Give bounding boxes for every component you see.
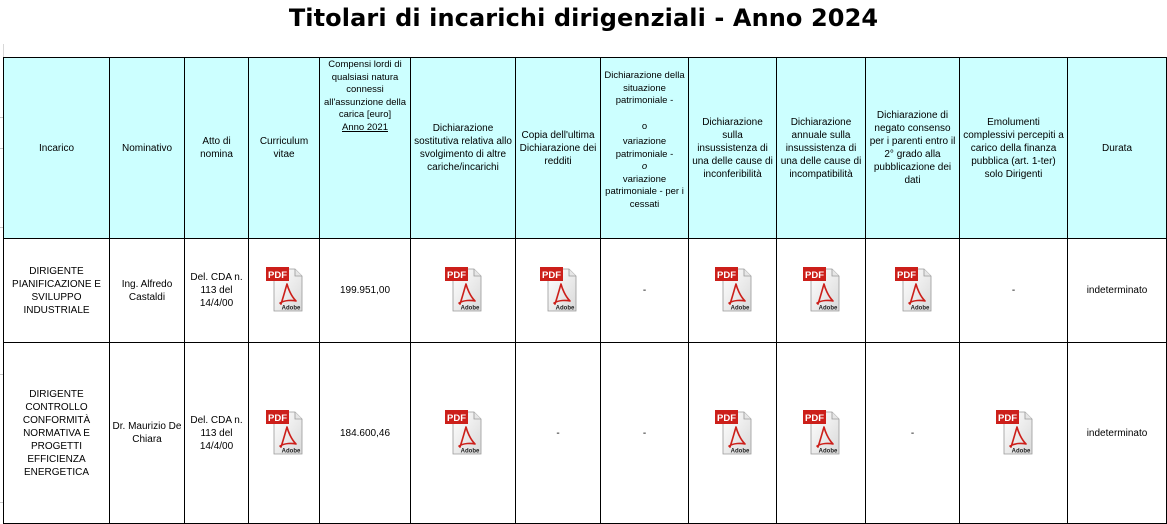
header-incompatibilita: Dichiarazione annuale sulla insussistenza di una delle cause di incompatibilità xyxy=(777,58,866,239)
svg-text:Adobe: Adobe xyxy=(1011,448,1030,454)
cell-curriculum xyxy=(249,343,320,524)
svg-text:Adobe: Adobe xyxy=(281,305,301,312)
cell-patrimoniale: - xyxy=(601,239,689,343)
svg-text:Adobe: Adobe xyxy=(818,448,838,454)
header-patrimoniale-1: Dichiarazione della situazione patrimoniale - xyxy=(604,70,685,106)
header-patrimoniale xyxy=(601,58,689,239)
cell-emolumenti xyxy=(960,343,1068,524)
svg-text:Adobe: Adobe xyxy=(730,305,749,312)
header-compensi xyxy=(320,58,411,239)
svg-text:PDF: PDF xyxy=(542,270,561,281)
svg-text:Adobe: Adobe xyxy=(281,448,301,454)
svg-text:PDF: PDF xyxy=(716,412,736,424)
pdf-icon[interactable] xyxy=(714,408,752,455)
cell-inconferibilita xyxy=(689,343,777,524)
pdf-icon[interactable] xyxy=(265,408,303,455)
cell-atto: Del. CDA n. 113 del 14/4/00 xyxy=(185,343,249,524)
cell-inconferibilita xyxy=(689,239,777,343)
cell-compensi: 199.951,00 xyxy=(320,239,411,343)
header-negato-consenso: Dichiarazione di negato consenso per i parenti entro il 2° grado alla pubblicazione dei dati xyxy=(866,58,960,239)
pdf-icon[interactable] xyxy=(444,408,482,455)
cell-nominativo: Dr. Maurizio De Chiara xyxy=(110,343,185,524)
svg-text:PDF: PDF xyxy=(268,270,287,281)
svg-text:PDF: PDF xyxy=(447,270,466,281)
pdf-icon[interactable] xyxy=(265,265,303,312)
cell-redditi xyxy=(516,239,601,343)
svg-text:PDF: PDF xyxy=(716,270,736,281)
pdf-icon[interactable] xyxy=(802,265,840,312)
pdf-icon[interactable] xyxy=(714,265,752,312)
svg-text:Adobe: Adobe xyxy=(460,448,480,454)
cell-emolumenti: - xyxy=(960,239,1068,343)
cell-durata: indeterminato xyxy=(1068,239,1167,343)
header-redditi: Copia dell'ultima Dichiarazione dei redditi xyxy=(516,58,601,239)
cell-durata: indeterminato xyxy=(1068,343,1167,524)
cell-incompatibilita xyxy=(777,239,866,343)
header-nominativo: Nominativo xyxy=(110,58,185,239)
cell-redditi: - xyxy=(516,343,601,524)
pdf-icon[interactable] xyxy=(444,265,482,312)
svg-text:PDF: PDF xyxy=(805,412,824,424)
svg-text:PDF: PDF xyxy=(268,412,287,424)
cell-nominativo: Ing. Alfredo Castaldi xyxy=(110,239,185,343)
header-inconferibilita: Dichiarazione sulla insussistenza di una delle cause di inconferibilità xyxy=(689,58,777,239)
svg-text:PDF: PDF xyxy=(997,412,1017,424)
table-row xyxy=(4,239,1167,343)
page-title: Titolari di incarichi dirigenziali - Anno 2024 xyxy=(288,4,879,32)
svg-text:Adobe: Adobe xyxy=(910,305,929,312)
cell-altre-cariche xyxy=(411,239,516,343)
cell-negato-consenso xyxy=(866,239,960,343)
incarichi-table xyxy=(3,57,1167,524)
svg-text:Adobe: Adobe xyxy=(730,448,749,454)
cell-incompatibilita xyxy=(777,343,866,524)
cell-compensi: 184.600,46 xyxy=(320,343,411,524)
cell-incarico: DIRIGENTE CONTROLLO CONFORMITÀ NORMATIVA E PROGETTI EFFICIENZA ENERGETICA xyxy=(4,343,110,524)
pdf-icon[interactable] xyxy=(995,408,1033,455)
header-compensi-year: Anno 2021 xyxy=(342,121,388,133)
header-patrimoniale-3: variazione patrimoniale - xyxy=(615,136,674,160)
header-curriculum: Curriculum vitae xyxy=(249,58,320,239)
pdf-icon[interactable] xyxy=(539,265,577,312)
svg-text:PDF: PDF xyxy=(896,270,916,281)
header-durata: Durata xyxy=(1068,58,1167,239)
svg-text:Adobe: Adobe xyxy=(555,305,575,312)
header-incarico: Incarico xyxy=(4,58,110,239)
pdf-icon[interactable] xyxy=(802,408,840,455)
cell-altre-cariche xyxy=(411,343,516,524)
svg-text:Adobe: Adobe xyxy=(460,305,480,312)
cell-atto: Del. CDA n. 113 del 14/4/00 xyxy=(185,239,249,343)
header-compensi-text: Compensi lordi di qualsiasi natura connessi all'assunzione della carica [euro] xyxy=(323,59,407,120)
svg-text:PDF: PDF xyxy=(447,412,466,424)
header-patrimoniale-2: o xyxy=(641,120,648,132)
table-row xyxy=(4,343,1167,524)
pdf-icon[interactable] xyxy=(894,265,932,312)
cell-incarico: DIRIGENTE PIANIFICAZIONE E SVILUPPO INDUSTRIALE xyxy=(4,239,110,343)
header-patrimoniale-4: o xyxy=(641,161,648,172)
svg-text:Adobe: Adobe xyxy=(818,305,838,312)
header-patrimoniale-5: variazione patrimoniale - per i cessati xyxy=(605,173,684,210)
header-emolumenti: Emolumenti complessivi percepiti a carico della finanza pubblica (art. 1-ter) solo Dirigenti xyxy=(960,58,1068,239)
svg-text:PDF: PDF xyxy=(805,270,824,281)
cell-curriculum xyxy=(249,239,320,343)
header-row xyxy=(4,58,1167,239)
cell-patrimoniale: - xyxy=(601,343,689,524)
cell-negato-consenso: - xyxy=(866,343,960,524)
header-altre-cariche: Dichiarazione sostitutiva relativa allo svolgimento di altre cariche/incarichi xyxy=(411,58,516,239)
header-atto-nomina: Atto di nomina xyxy=(185,58,249,239)
